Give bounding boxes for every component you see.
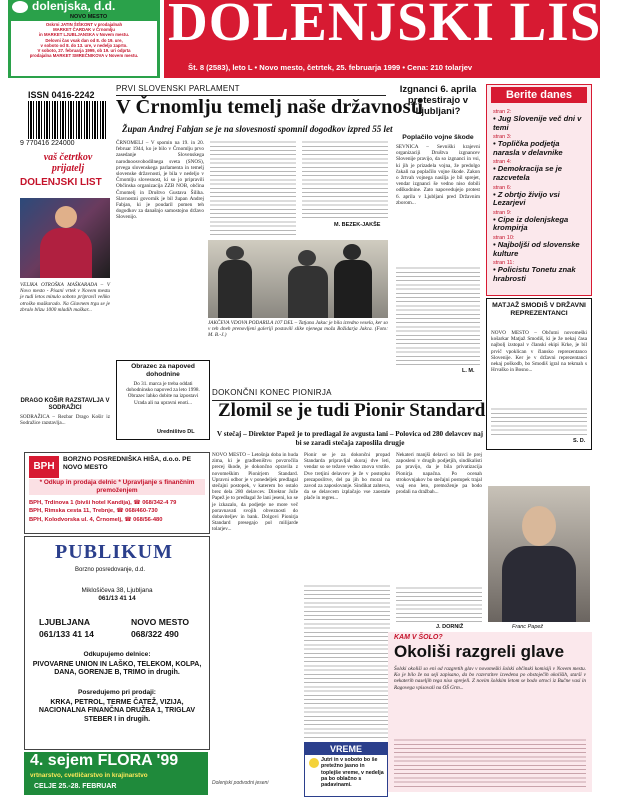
borzno-ad: [24, 452, 210, 534]
pionir-col1: NOVO MESTO – Letošnja doba in huda zima, ki je gradbeništvu povzročila precej škode, je dokončno opravila z novomeškim Pionirjem Standard. Upravni odbor je v ponedeljek predlagal stečajni postopek, v katerem bo ostalo brez dela 280 delavcev. Direktor Jože Papež je to predlagal že lani jeseni, ko se je izkazalo, da podjetje ne more več poravnavati svojih obveznosti do dobaviteljev in bank. Dolgovi Pionirja Standard presegajo pol milijarde tolarjev...: [212, 452, 298, 533]
okolisi-headline: Okoliši razgreli glave: [394, 642, 565, 661]
berite-page: stran 4:: [493, 159, 512, 166]
maskarada-photo: [20, 198, 110, 278]
top-ad-place: NOVO MESTO: [70, 14, 108, 20]
obrazec-body: Do 31. marca je treba oddati dohodninsko napoved za leto 1998. Obrazec lahko dobite na izpostavi Urada ali na upravni enoti...: [126, 381, 200, 406]
obrazec-sign: Uredništvo DL: [157, 429, 195, 435]
top-ad-box: [11, 21, 157, 76]
borzno-office: BPH, Trdinova 1 (bivši hotel Kandija), ☎ 068/342-4 79: [29, 500, 177, 506]
parliament-section: PRVI SLOVENSKI PARLAMENT: [116, 84, 240, 93]
berite-page: stran 3:: [493, 134, 512, 141]
publikum-posred: KRKA, PETROL, TERME ČATEŽ, VIZIJA, NACIONALNA FINANČNA DRUŽBA 1, TRIGLAV STEBER I in drugih.: [38, 699, 196, 723]
parliament-headline: V Črnomlju temelj naše državnosti: [116, 96, 424, 118]
publikum-name: PUBLIKUM: [55, 541, 173, 563]
flora-ad: [24, 752, 208, 795]
kosir-headline: DRAGO KOŠIR RAZSTAVLJA V SODRAŽICI: [20, 398, 110, 411]
barcode-number: 9 770416 224000: [20, 140, 75, 147]
obrazec-ad: [116, 360, 210, 440]
pionir-subhead: V stečaj – Direktor Papež je to predlagal že avgusta lani – Polovica od 280 delavcev naj bi se zaradi stečaja zaposlila drugje: [216, 430, 484, 447]
smodis-box: [486, 298, 592, 450]
smodis-body: NOVO MESTO – Občutni novomeški košarkar Matjaž Smodiš, ki je že nekaj časa najbolj izstopal v članski ekipi Krke, je bil prvič vpoklican v člansko reprezentanco Slovenije. Ker je v državni reprezentanci nekaj poškodb, bo Smodiš igral na tekmah s Hrvaško in Bosno...: [491, 330, 587, 374]
publikum-phone1: 061/133 41 14: [39, 629, 94, 639]
publikum-odkup-title: Odkupujemo delnice:: [83, 651, 151, 658]
smodis-sign: S. D.: [573, 438, 586, 444]
berite-page: stran 2:: [493, 109, 512, 115]
okolisi-kicker: KAM V ŠOLO?: [394, 634, 443, 641]
obrazec-title: Obrazec za napoved dohodnine: [131, 363, 195, 378]
papez-photo: [488, 486, 590, 622]
izgnanci-body-rest: [396, 266, 480, 366]
top-ad-line: prodajalna MARKET SMREČNIKOVA v Novem mestu.: [29, 53, 139, 59]
parliament-body-col2: [210, 140, 296, 236]
berite-title: Berite danes: [491, 87, 587, 103]
pionir-sign: J. DORNIŽ: [436, 624, 464, 630]
dolenjska-logo-icon: [12, 1, 28, 13]
top-ad-brand: dolenjska, d.d.: [32, 0, 116, 13]
publikum-address: Miklošičeva 38, Ljubljana: [81, 587, 153, 594]
vreme-title: VREME: [305, 743, 387, 755]
berite-list: [493, 107, 587, 283]
smodis-headline: MATJAŽ SMODIŠ V DRŽAVNI REPREZENTANCI: [492, 302, 586, 317]
izgnanci-body: SEVNICA – Sevniški krajevni organizaciji Društva izgnancev Slovenije pravijo, da so izgnanci in vsi, ki jih je prizadela vojna, že predolgo čakali na poplačilo vojne škode. Zakon o žrtvah vojnega nasilja je bil sprejet, vendar izgnanci še vedno niso dobili odškodnine. Zato napovedujejo protest 6. aprila v Ljubljani pred Državnim zborom...: [396, 144, 480, 206]
berite-item[interactable]: • Najboljši od slovenske kulture: [493, 239, 580, 258]
berite-page: stran 9:: [493, 209, 512, 216]
top-ad-dolenjska: [8, 0, 160, 78]
izgnanci-subhead: Poplačilo vojne škode: [402, 134, 474, 141]
publikum-phone2: 068/322 490: [131, 629, 179, 639]
berite-item[interactable]: • Policistu Tonetu znak hrabrosti: [493, 265, 576, 283]
pionir-col3-rest: [396, 586, 482, 622]
berite-item[interactable]: • Jug Slovenije več dni v temi: [493, 114, 582, 132]
flora-sub: vrtnarstvo, cvetličarstvo in krajinarstvo: [30, 772, 148, 779]
borzno-slogan: * Odkup in prodaja delnic * Upravljanje s finančnim premoženjem: [29, 479, 205, 495]
masthead: [164, 0, 639, 78]
borzno-office: BPH, Rimska cesta 11, Trebnje, ☎ 068/460-730: [29, 508, 158, 515]
publikum-odkup: PIVOVARNE UNION IN LAŠKO, TELEKOM, KOLPA, DANA, GORENJE B, TRIMO in drugih.: [32, 661, 202, 677]
top-ad-line: V soboto, 27. februarja 1999, ob 19. uri odprta: [37, 48, 131, 54]
berite-page: stran 11:: [493, 260, 514, 267]
issue-line: Št. 8 (2583), leto L • Novo mesto, četrtek, 25. februarja 1999 • Cena: 210 tolarjev: [188, 63, 473, 72]
bph-logo-icon: BPH: [29, 456, 59, 478]
borzno-title: BORZNO POSREDNIŠKA HIŠA, d.o.o. PE NOVO MESTO: [63, 456, 191, 471]
publikum-posred-title: Posredujemo pri prodaji:: [77, 689, 157, 696]
pionir-col2-rest: [304, 584, 390, 740]
barcode-icon: [28, 101, 106, 139]
sun-icon: [309, 758, 319, 768]
slogan-line-2: prijatelj: [51, 163, 85, 174]
pionir-section: DOKONČNI KONEC PIONIRJA: [212, 388, 332, 397]
parliament-body: ČRNOMELJ – V spomin na 19. in 20. februar 1944, ko je bilo v Črnomlju prvo zasedanje Slovenskega narodnoosvobodilnega sveta (SNOS), prvega slovenskega parlamenta in temelj slovenske državnosti, je bila v nedeljo v Črnomlju slovesnost, ki so jo pripravili Občinska organizacija ZZB NOB, občina Črnomelj in Društvo Gustava Šiliha. Slavnostni govornik je bil župan Andrej Fabjan, ki je poudaril pomen teh dogodkov za današnjo samostojno državo Slovenijo.: [116, 140, 204, 221]
berite-item[interactable]: • Z obrtjo živijo vsi Lezarjevi: [493, 189, 560, 208]
publikum-phone: 061/13 41 14: [98, 595, 136, 602]
publikum-city1: LJUBLJANA: [39, 617, 91, 627]
okolisi-box: [388, 632, 592, 792]
top-ad-line: Oskrni JATIN ŠIŠKONT v prodajalnah: [45, 22, 123, 27]
papez-caption: Franc Papež: [512, 624, 544, 630]
top-ad-line: MARKET ČARDAK v Črnomlju: [53, 27, 115, 33]
berite-item[interactable]: • Cipe iz dolenjskega krompirja: [493, 214, 569, 233]
masthead-title: DOLENJSKI LIST: [168, 0, 639, 52]
flora-dates: CELJE 25.-28. FEBRUAR: [34, 783, 117, 790]
pionir-headline: Zlomil se je tudi Pionir Standard: [218, 400, 486, 421]
berite-item[interactable]: • Demokracija se je razcvetela: [493, 164, 562, 182]
kosir-text: SODRAŽICA – Rezbar Drago Košir iz Sodražice razstavlja...: [20, 414, 110, 427]
publikum-ad: [24, 536, 210, 750]
publikum-sub: Borzno posredovanje, d.d.: [75, 567, 146, 573]
pionir-col3: Nekateri manjši delavci so bili že prej zaposleni v drugih podjetjih, sindikalisti pa pravijo, da je bila privatizacija Pionirja napačna. Po ocenah strokovnjakov bo stečajni postopek trajal vsaj eno leto, premoženje pa bodo prodali na dražbah...: [396, 452, 482, 496]
parliament-subhead: Župan Andrej Fabjan se je na slovesnosti spomnil dogodkov izpred 55 let: [122, 124, 393, 134]
publikum-city2: NOVO MESTO: [131, 617, 190, 627]
berite-item[interactable]: • Toplička podjetja narasla v delavnike: [493, 139, 563, 157]
berite-page: stran 6:: [493, 184, 512, 191]
top-ad-line: v soboto od 8. do 13. ure, v nedeljo zaprto.: [40, 42, 128, 48]
jakac-caption: JAKČEVA VDOVA PODARILA 107 DEL – Tatjana Jakac je bila izredno vesela, ker so v teh dneh prenovljeni galeriji postavili slike njenega moža Božidarja Jakca. (Foto: M. B.-J.): [208, 320, 389, 339]
pionir-col2: Pionir se je za dokončni propad Standarda pripravljal skoraj dve leti, vendar so se težave vedno znova vrstile. Dve tretjini delavcev je že v postopku prezaposlitve, del pa jih bo moral na zavod za zaposlovanje. Sindikat zahteva, da se delavcem izplačajo vse zaostale plače in regres...: [304, 452, 390, 502]
izgnanci-sign: L. M.: [462, 368, 475, 374]
berite-danes-box: [486, 84, 592, 296]
okolisi-body-rest: [394, 738, 586, 788]
issn: ISSN 0416-2242: [28, 90, 95, 100]
slogan-brand: DOLENJSKI LIST: [20, 177, 102, 188]
slogan: [26, 152, 110, 174]
slogan-line-1: vaš četrtkov: [43, 152, 93, 163]
parliament-author: M. BEZEK-JAKŠE: [334, 222, 381, 228]
izgnanci-headline: Izgnanci 6. aprila protestirajo v Ljubljani?: [399, 84, 477, 117]
footer-note: Dolenjski podvodni jeseni: [212, 780, 269, 786]
smodis-body-rest: [491, 407, 587, 437]
top-ad-line: in MARKET LJUBLJANSKA v Novem mestu.: [38, 32, 130, 38]
jakac-photo: [208, 240, 388, 318]
okolisi-body: Šolski okoliši so eni od razgretih glav v novomeški šolski občinski komisiji v Novem mestu. Ko je bilo že na seji zapisano, da bo razvrstitev izvedena po obstoječih okoliših, starši v nekaterih naseljih tega niso sprejeli. Z novim šolskim letom se bodo otroci iz Bučne vasi in Ragovega vpisovali na OŠ Grm...: [394, 666, 586, 691]
maskarada-caption: VELIKA OTROŠKA MAŠKARADA – V Novo mesto - Pisani vrtek v Novem mestu je tudi letos minulo soboto pripravil veliko otroško maškarado. Na Glavnem trgu se je zbralo blizu 1000 mladih maškar...: [20, 282, 110, 313]
borzno-offices: [29, 499, 205, 524]
vreme-box: [304, 742, 388, 797]
borzno-office: BPH, Kolodvorska ul. 4, Črnomelj, ☎ 068/56-480: [29, 516, 163, 523]
top-ad-line: Delovni čas vsak dan od 8. do 19. ure,: [45, 37, 123, 43]
parliament-body-col3: [302, 140, 388, 220]
vreme-body: Jutri in v soboto bo še pretežno jasno in toplejše vreme, v nedelja pa bo oblačno s padavinami.: [321, 757, 384, 789]
berite-page: stran 10:: [493, 234, 515, 241]
flora-title: 4. sejem FLORA '99: [30, 752, 179, 769]
